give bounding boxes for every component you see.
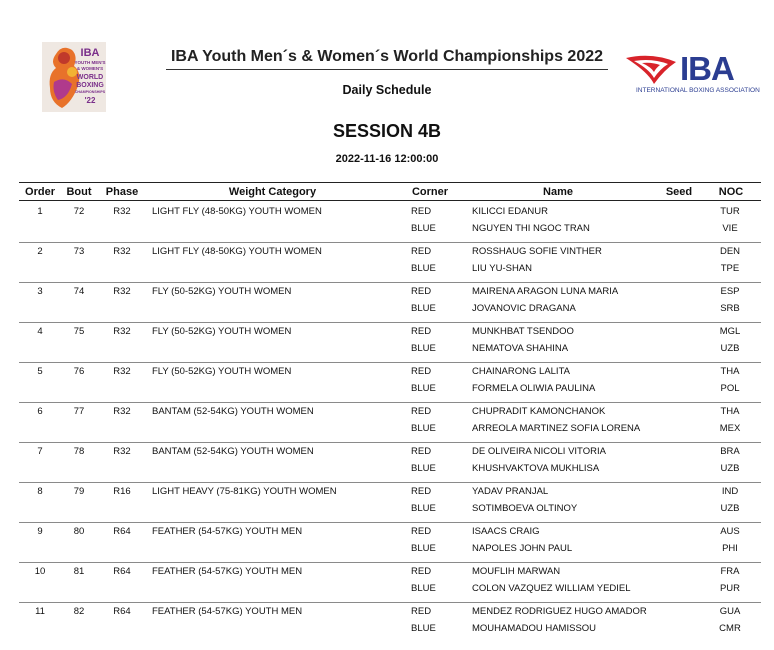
iba-swoosh-icon [624,54,680,86]
blue-boxer-name-cell: JOVANOVIC DRAGANA [472,303,576,314]
red-boxer-name-cell: ROSSHAUG SOFIE VINTHER [472,246,602,257]
red-noc-cell: MGL [719,326,741,337]
order-cell: 2 [37,246,43,257]
blue-noc-cell: UZB [720,503,740,514]
row-separator [19,362,761,363]
row-separator [19,242,761,243]
order-cell: 6 [37,406,43,417]
red-boxer-name-cell: CHAINARONG LALITA [472,366,571,377]
order-cell: 5 [37,366,43,377]
blue-boxer-name-cell: KHUSHVAKTOVA MUKHLISA [472,463,600,474]
logo-championships-text: CHAMPIONSHIPS [74,90,106,94]
bout-number-cell: 80 [73,526,85,537]
blue-corner-cell: BLUE [411,463,436,474]
column-header-seed: Seed [665,186,693,198]
order-cell: 3 [37,286,43,297]
blue-corner-cell: BLUE [411,223,436,234]
red-noc-cell: TUR [720,206,740,217]
row-separator [19,442,761,443]
weight-category-cell: LIGHT FLY (48-50KG) YOUTH WOMEN [152,246,322,257]
order-cell: 7 [37,446,43,457]
row-separator [19,522,761,523]
phase-cell: R32 [113,406,131,417]
red-noc-cell: DEN [719,246,741,257]
blue-corner-cell: BLUE [411,303,436,314]
blue-noc-cell: PUR [719,583,741,594]
blue-corner-cell: BLUE [411,263,436,274]
logo-womens-text: & WOMEN'S [76,66,104,71]
column-header-bout: Bout [66,186,92,198]
blue-boxer-name-cell: FORMELA OLIWIA PAULINA [472,383,596,394]
iba-logo-text: IBA [680,50,734,87]
order-cell: 10 [34,566,46,577]
page-subtitle: Daily Schedule [342,83,432,97]
row-separator [19,562,761,563]
blue-boxer-name-cell: NAPOLES JOHN PAUL [472,543,573,554]
red-noc-cell: BRA [720,446,740,457]
blue-boxer-name-cell: LIU YU-SHAN [472,263,533,274]
title-underline [166,69,608,70]
logo-youth-mens-text: YOUTH MEN'S [74,60,106,65]
weight-category-cell: FEATHER (54-57KG) YOUTH MEN [152,526,303,537]
red-corner-cell: RED [411,286,432,297]
column-header-order: Order [25,186,55,198]
red-noc-cell: IND [721,486,739,497]
weight-category-cell: FLY (50-52KG) YOUTH WOMEN [152,326,292,337]
row-separator [19,402,761,403]
phase-cell: R16 [113,486,131,497]
weight-category-cell: BANTAM (52-54KG) YOUTH WOMEN [152,446,314,457]
order-cell: 1 [37,206,43,217]
red-corner-cell: RED [411,246,432,257]
blue-corner-cell: BLUE [411,423,436,434]
red-boxer-name-cell: MUNKHBAT TSENDOO [472,326,574,337]
iba-logo [624,50,760,100]
logo-world-text: WORLD [76,74,104,81]
table-header-bottom-rule [19,200,761,201]
phase-cell: R32 [113,446,131,457]
column-header-name: Name [543,186,573,198]
logo-boxing-text: BOXING [76,82,104,89]
red-boxer-name-cell: YADAV PRANJAL [472,486,549,497]
weight-category-cell: BANTAM (52-54KG) YOUTH WOMEN [152,406,314,417]
column-header-phase: Phase [105,186,139,198]
weight-category-cell: LIGHT FLY (48-50KG) YOUTH WOMEN [152,206,322,217]
column-header-noc: NOC [718,186,744,198]
blue-boxer-name-cell: ARREOLA MARTINEZ SOFIA LORENA [472,423,641,434]
red-noc-cell: AUS [720,526,740,537]
red-noc-cell: FRA [720,566,740,577]
iba-logo-subtext: INTERNATIONAL BOXING ASSOCIATION [636,87,760,94]
red-boxer-name-cell: ISAACS CRAIG [472,526,540,537]
blue-noc-cell: MEX [719,423,741,434]
red-corner-cell: RED [411,406,432,417]
order-cell: 8 [37,486,43,497]
phase-cell: R64 [113,526,131,537]
championship-logo [42,42,106,112]
blue-noc-cell: TPE [720,263,740,274]
weight-category-cell: LIGHT HEAVY (75-81KG) YOUTH WOMEN [152,486,337,497]
blue-noc-cell: UZB [720,343,740,354]
red-corner-cell: RED [411,526,432,537]
red-corner-cell: RED [411,486,432,497]
red-boxer-name-cell: KILICCI EDANUR [472,206,549,217]
blue-boxer-name-cell: SOTIMBOEVA OLTINOY [472,503,578,514]
phase-cell: R32 [113,206,131,217]
blue-corner-cell: BLUE [411,383,436,394]
blue-noc-cell: UZB [720,463,740,474]
bout-number-cell: 73 [73,246,85,257]
red-boxer-name-cell: CHUPRADIT KAMONCHANOK [472,406,606,417]
red-corner-cell: RED [411,206,432,217]
red-boxer-name-cell: MOUFLIH MARWAN [472,566,561,577]
blue-noc-cell: PHI [722,543,738,554]
page-title: IBA Youth Men´s & Women´s World Championships 2022 [170,48,604,65]
red-boxer-name-cell: MAIRENA ARAGON LUNA MARIA [472,286,619,297]
bout-number-cell: 75 [73,326,85,337]
bout-number-cell: 72 [73,206,85,217]
blue-corner-cell: BLUE [411,583,436,594]
weight-category-cell: FLY (50-52KG) YOUTH WOMEN [152,286,292,297]
phase-cell: R64 [113,606,131,617]
weight-category-cell: FEATHER (54-57KG) YOUTH MEN [152,566,303,577]
blue-boxer-name-cell: NGUYEN THI NGOC TRAN [472,223,590,234]
blue-noc-cell: VIE [722,223,738,234]
phase-cell: R32 [113,246,131,257]
blue-boxer-name-cell: COLON VAZQUEZ WILLIAM YEDIEL [472,583,631,594]
column-header-corner: Corner [411,186,449,198]
session-title: SESSION 4B [332,121,442,141]
table-header-top-rule [19,182,761,183]
session-datetime: 2022-11-16 12:00:00 [335,153,439,165]
logo-iba-text: IBA [80,47,100,59]
column-header-weight-category: Weight Category [228,186,317,198]
blue-boxer-name-cell: NEMATOVA SHAHINA [472,343,569,354]
blue-noc-cell: SRB [720,303,740,314]
red-boxer-name-cell: MENDEZ RODRIGUEZ HUGO AMADOR [472,606,647,617]
blue-corner-cell: BLUE [411,503,436,514]
phase-cell: R64 [113,566,131,577]
row-separator [19,602,761,603]
bout-number-cell: 78 [73,446,85,457]
weight-category-cell: FEATHER (54-57KG) YOUTH MEN [152,606,303,617]
red-corner-cell: RED [411,326,432,337]
phase-cell: R32 [113,286,131,297]
red-noc-cell: THA [720,366,740,377]
red-noc-cell: THA [720,406,740,417]
row-separator [19,282,761,283]
red-noc-cell: ESP [720,286,740,297]
red-corner-cell: RED [411,446,432,457]
order-cell: 11 [35,606,45,617]
red-noc-cell: GUA [719,606,741,617]
row-separator [19,322,761,323]
red-corner-cell: RED [411,606,432,617]
bout-number-cell: 74 [73,286,85,297]
logo-year-text: '22 [84,96,96,105]
bout-number-cell: 82 [73,606,85,617]
blue-noc-cell: CMR [719,623,741,634]
weight-category-cell: FLY (50-52KG) YOUTH WOMEN [152,366,292,377]
bout-number-cell: 76 [73,366,85,377]
blue-corner-cell: BLUE [411,343,436,354]
blue-corner-cell: BLUE [411,623,436,634]
blue-noc-cell: POL [720,383,740,394]
blue-corner-cell: BLUE [411,543,436,554]
blue-boxer-name-cell: MOUHAMADOU HAMISSOU [472,623,597,634]
red-boxer-name-cell: DE OLIVEIRA NICOLI VITORIA [472,446,606,457]
red-corner-cell: RED [411,366,432,377]
phase-cell: R32 [113,366,131,377]
bout-number-cell: 79 [73,486,85,497]
row-separator [19,482,761,483]
order-cell: 9 [37,526,43,537]
order-cell: 4 [37,326,43,337]
bout-number-cell: 77 [73,406,85,417]
phase-cell: R32 [113,326,131,337]
red-corner-cell: RED [411,566,432,577]
bout-number-cell: 81 [73,566,85,577]
